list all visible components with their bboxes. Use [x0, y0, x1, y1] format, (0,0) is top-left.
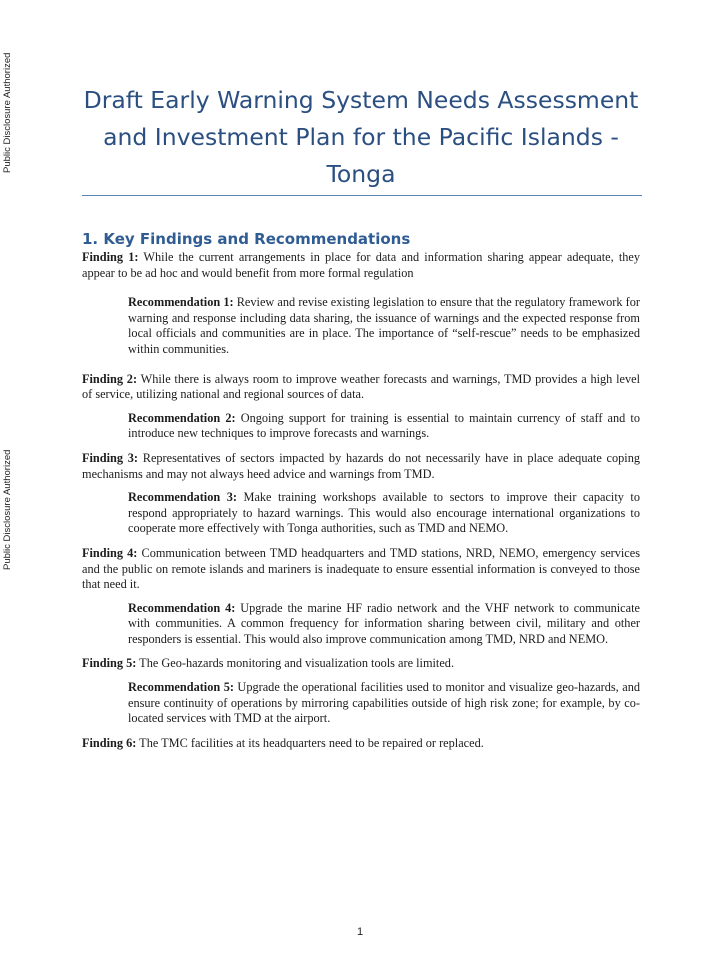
- recommendation-label: Recommendation 4:: [128, 600, 236, 615]
- finding-text: The TMC facilities at its headquarters need to be repaired or replaced.: [136, 735, 484, 750]
- finding-4: [82, 546, 640, 593]
- recommendation-3: [128, 490, 640, 537]
- recommendation-label: Recommendation 3:: [128, 490, 237, 505]
- recommendation-2: [128, 411, 640, 442]
- disclosure-label-top: Public Disclosure Authorized: [2, 52, 13, 173]
- finding-label: Finding 6:: [82, 735, 137, 750]
- finding-6: [82, 736, 640, 752]
- recommendation-label: Recommendation 1:: [128, 295, 234, 310]
- recommendation-1: [128, 295, 640, 357]
- finding-label: Finding 2:: [82, 371, 138, 386]
- finding-1: [82, 250, 640, 281]
- recommendation-text: Upgrade the marine HF radio network and the VHF network to communicate with communities. A common frequency for information sharing between civil, military and other responders is essential. This would also improve communication among TMD, NRD and NEMO.: [128, 600, 640, 646]
- finding-label: Finding 3:: [82, 450, 138, 465]
- page-number: 1: [356, 926, 364, 938]
- recommendation-label: Recommendation 2:: [128, 410, 236, 425]
- disclosure-label-middle: Public Disclosure Authorized: [2, 449, 13, 570]
- finding-2: [82, 372, 640, 403]
- finding-text: While there is always room to improve weather forecasts and warnings, TMD provides a high level of service, utilizing national and regional sources of data.: [82, 371, 640, 402]
- section-heading: 1. Key Findings and Recommendations: [82, 230, 411, 248]
- finding-text: The Geo-hazards monitoring and visualization tools are limited.: [136, 656, 455, 671]
- document-title: Draft Early Warning System Needs Assessment and Investment Plan for the Pacific Islands - Tonga: [83, 86, 639, 188]
- title-divider: [82, 195, 642, 196]
- finding-label: Finding 4:: [82, 545, 138, 560]
- finding-text: Communication between TMD headquarters and TMD stations, NRD, NEMO, emergency services and the public on remote islands and mariners is inadequate to ensure essential information is conveyed to those that need it.: [82, 545, 641, 592]
- document-body: [82, 229, 640, 759]
- finding-text: Representatives of sectors impacted by hazards do not necessarily have in place adequate coping mechanisms and may not always heed advice and warnings from TMD.: [82, 450, 641, 481]
- finding-label: Finding 1:: [82, 250, 139, 264]
- recommendation-text: Make training workshops available to sectors to improve their capacity to respond appropriately to hazard warnings. This would also encourage international organizations to cooperate more effectively with Tonga authorities, such as TMD and NEMO.: [128, 490, 640, 536]
- recommendation-5: [128, 680, 640, 727]
- recommendation-text: Ongoing support for training is essential to maintain currency of staff and to introduce new techniques to improve forecasts and warnings.: [128, 410, 640, 441]
- recommendation-text: Review and revise existing legislation to ensure that the regulatory framework for warning and response including data sharing, the issuance of warnings and the expected response from local officials and communities are in place. The importance of “self-rescue” needs to be emphasized within communities.: [128, 295, 640, 356]
- finding-3: [82, 451, 640, 482]
- recommendation-label: Recommendation 5:: [128, 680, 234, 695]
- finding-label: Finding 5:: [82, 656, 137, 671]
- finding-5: [82, 656, 640, 672]
- finding-text: While the current arrangements in place for data and information sharing appear adequate, they appear to be ad hoc and would benefit from more formal regulation: [82, 250, 641, 280]
- recommendation-4: [128, 601, 640, 648]
- recommendation-text: Upgrade the operational facilities used to monitor and visualize geo-hazards, and ensure continuity of operations by mirroring capabilities outside of high risk zone; for example, by co-located services with TMD at the airport.: [128, 680, 640, 726]
